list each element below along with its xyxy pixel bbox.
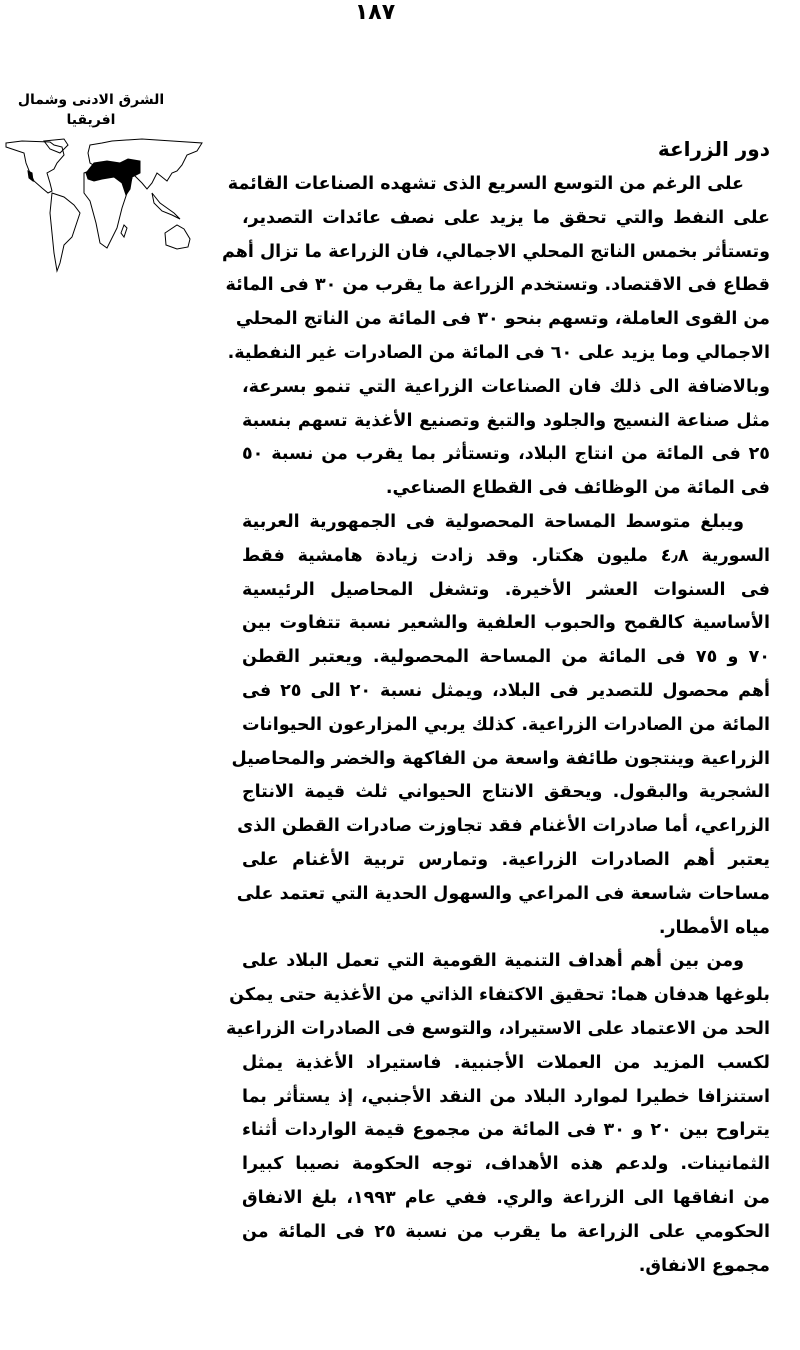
world-map-figure [2, 133, 206, 273]
text-line: الشجرية والبقول. ويحقق الانتاج الحيواني ثلث قيمة الانتاج [242, 782, 770, 803]
text-line: الاجمالي وما يزيد على ٦٠ فى المائة من الصادرات غير النفطية. [227, 342, 770, 363]
north-america-outline [6, 141, 64, 193]
map-caption [0, 90, 182, 130]
page-number: ١٨٧ [354, 0, 396, 25]
australia-outline [165, 225, 190, 249]
text-line: من انفاقها الى الزراعة والري. ففي عام ١٩٩٣، بلغ الانفاق [242, 1187, 770, 1208]
text-line: الأساسية كالقمح والحبوب العلفية والشعير نسبة تتفاوت بين [242, 613, 770, 634]
map-caption-line: افريقيا [66, 112, 116, 128]
text-line: ومن بين أهم أهداف التنمية القومية التي تعمل البلاد على [242, 951, 744, 972]
text-line: وتستأثر بخمس الناتج المحلي الاجمالي، فان الزراعة ما تزال أهم [222, 241, 770, 262]
text-line: من القوى العاملة، وتسهم بنحو ٣٠ فى المائة من الناتج المحلي [235, 309, 770, 330]
southeast-asia-outline [152, 193, 180, 219]
text-line: ويبلغ متوسط المساحة المحصولية فى الجمهورية العربية [242, 511, 744, 532]
middle-east-north-africa-highlight [86, 159, 140, 195]
text-line: قطاع فى الاقتصاد. وتستخدم الزراعة ما يقرب من ٣٠ فى المائة [225, 275, 770, 296]
map-caption-line: الشرق الادنى وشمال [17, 92, 165, 108]
text-line: وبالاضافة الى ذلك فان الصناعات الزراعية التي تنمو بسرعة، [242, 376, 770, 397]
text-line: المائة من الصادرات الزراعية. كذلك يربي المزارعون الحيوانات [242, 714, 770, 735]
text-line: مياه الأمطار. [658, 917, 770, 938]
text-line: الزراعي، أما صادرات الأغنام فقد تجاوزت صادرات القطن الذى [237, 816, 770, 837]
text-line: استنزافا خطيرا لموارد البلاد من النقد الأجنبي، إذ يستأثر بما [242, 1086, 770, 1107]
text-line: الحكومي على الزراعة ما يقرب من نسبة ٢٥ فى المائة من [242, 1221, 770, 1242]
text-line: فى السنوات العشر الأخيرة. وتشغل المحاصيل الرئيسية [242, 579, 770, 600]
central-america-highlight [28, 171, 33, 181]
text-line: ٧٠ و ٧٥ فى المائة من المساحة المحصولية. ويعتبر القطن [242, 647, 770, 668]
text-line: الثمانينات. ولدعم هذه الأهداف، توجه الحكومة نصيبا كبيرا [242, 1154, 770, 1175]
text-line: لكسب المزيد من العملات الأجنبية. فاستيراد الأغذية يمثل [242, 1052, 770, 1073]
text-line: يعتبر أهم الصادرات الزراعية. وتمارس تربية الأغنام على [242, 849, 770, 870]
text-line: السورية ٤٫٨ مليون هكتار. وقد زادت زيادة هامشية فقط [242, 545, 771, 566]
text-line: مجموع الانفاق. [638, 1255, 770, 1276]
text-line: يتراوح بين ٢٠ و ٣٠ فى المائة من مجموع قيمة الواردات أثناء [242, 1120, 770, 1141]
text-line: أهم محصول للتصدير فى البلاد، ويمثل نسبة ٢٠ الى ٢٥ فى [242, 680, 770, 701]
text-line: الحد من الاعتماد على الاستيراد، والتوسع فى الصادرات الزراعية [225, 1018, 770, 1039]
text-line: بلوغها هدفان هما: تحقيق الاكتفاء الذاتي من الأغذية حتى يمكن [229, 985, 770, 1006]
text-line: على النفط والتي تحقق ما يزيد على نصف عائدات التصدير، [242, 207, 770, 228]
section-heading: دور الزراعة [657, 137, 770, 161]
text-line: مثل صناعة النسيج والجلود والتبغ وتصنيع الأغذية تسهم بنسبة [242, 410, 770, 431]
text-line: مساحات شاسعة فى المراعي والسهول الحدية التي تعتمد على [236, 883, 770, 904]
madagascar-outline [121, 225, 127, 237]
body-text [222, 168, 771, 1283]
south-america-outline [50, 193, 80, 271]
text-line: على الرغم من التوسع السريع الذى تشهده الصناعات القائمة [227, 174, 744, 194]
text-line: ٢٥ فى المائة من انتاج البلاد، وتستأثر بما يقرب من نسبة ٥٠ [242, 444, 770, 465]
text-line: فى المائة من الوظائف فى القطاع الصناعي. [385, 478, 770, 499]
text-line: الزراعية وينتجون طائفة واسعة من الفاكهة والخضر والمحاصيل [231, 748, 770, 769]
